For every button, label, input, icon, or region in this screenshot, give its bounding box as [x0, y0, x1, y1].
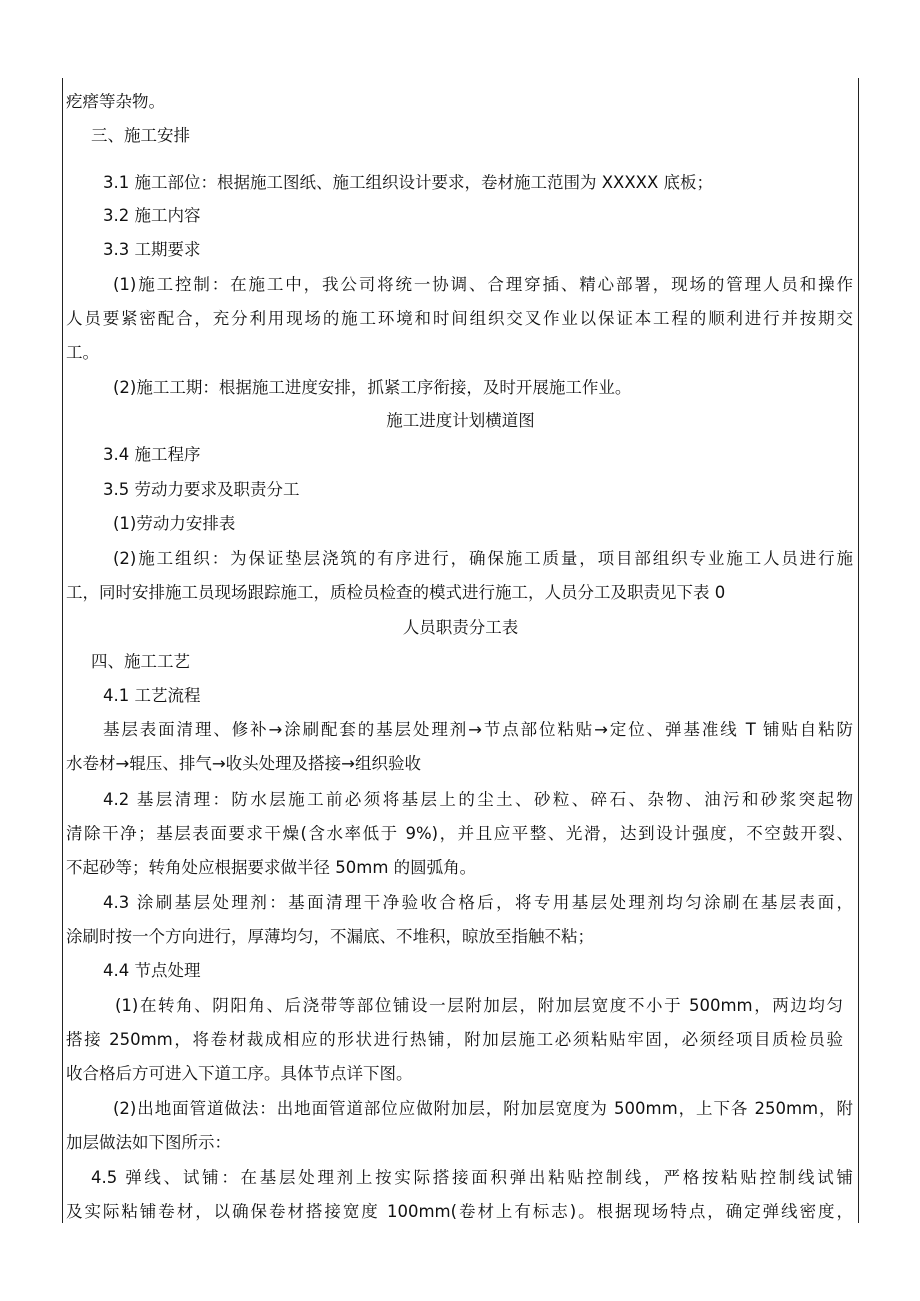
- text-line: 加层做法如下图所示：: [66, 1133, 231, 1152]
- section-heading: 四、施工工艺: [91, 652, 190, 671]
- subsection-heading: 3.5 劳动力要求及职责分工: [103, 480, 300, 499]
- text-line: 工。: [66, 343, 99, 362]
- text-line: 清除干净；基层表面要求干燥(含水率低于 9%)，并且应平整、光滑，达到设计强度，不空鼓开裂、: [66, 824, 853, 843]
- text-line: 4.2 基层清理：防水层施工前必须将基层上的尘土、砂粒、碎石、杂物、油污和砂浆突起物: [103, 790, 853, 809]
- text-line: 工，同时安排施工员现场跟踪施工，质检员检查的模式进行施工，人员分工及职责见下表 0: [66, 583, 726, 602]
- subsection-heading: 3.4 施工程序: [103, 445, 201, 464]
- subsection-heading: 4.4 节点处理: [103, 961, 201, 980]
- text-line: 及实际粘铺卷材，以确保卷材搭接宽度 100mm(卷材上有标志)。根据现场特点，确定弹线密度，: [66, 1202, 853, 1221]
- text-line: 3.1 施工部位：根据施工图纸、施工组织设计要求，卷材施工范围为 XXXXX 底板；: [103, 173, 713, 192]
- text-line: 人员要紧密配合，充分利用现场的施工环境和时间组织交叉作业以保证本工程的顺利进行并按期交: [66, 309, 853, 328]
- document-frame: [62, 78, 859, 1223]
- figure-caption: 施工进度计划横道图: [386, 411, 535, 430]
- text-line: (2)施工组织：为保证垫层浇筑的有序进行，确保施工质量，项目部组织专业施工人员进行施: [113, 549, 853, 568]
- text-line: (1)劳动力安排表: [113, 514, 236, 533]
- text-line: 不起砂等；转角处应根据要求做半径 50mm 的圆弧角。: [66, 858, 477, 877]
- text-line: 涂刷时按一个方向进行，厚薄均匀，不漏底、不堆积，晾放至指触不粘；: [66, 927, 594, 946]
- text-line: 4.3 涂刷基层处理剂：基面清理干净验收合格后，将专用基层处理剂均匀涂刷在基层表面，: [103, 893, 853, 912]
- text-line: (2)施工工期：根据施工进度安排，抓紧工序衔接，及时开展施工作业。: [113, 378, 632, 397]
- table-caption: 人员职责分工表: [402, 618, 519, 637]
- text-line: (1)施工控制：在施工中，我公司将统一协调、合理穿插、精心部署，现场的管理人员和操作: [113, 275, 853, 294]
- text-line: (2)出地面管道做法：出地面管道部位应做附加层，附加层宽度为 500mm，上下各 250mm，附: [113, 1099, 853, 1118]
- section-heading: 三、施工安排: [91, 126, 190, 145]
- subsection-heading: 3.2 施工内容: [103, 206, 201, 225]
- text-line: 水卷材→辊压、排气→收头处理及搭接→组织验收: [66, 754, 421, 773]
- text-line: 基层表面清理、修补→涂刷配套的基层处理剂→节点部位粘贴→定位、弹基准线 T 铺贴自粘防: [103, 720, 853, 739]
- text-line: 收合格后方可进入下道工序。具体节点详下图。: [66, 1064, 413, 1083]
- text-line: (1)在转角、阴阳角、后浇带等部位铺设一层附加层，附加层宽度不小于 500mm，两边均匀: [115, 996, 843, 1015]
- subsection-heading: 4.1 工艺流程: [103, 686, 201, 705]
- text-line: 搭接 250mm，将卷材裁成相应的形状进行热铺，附加层施工必须粘贴牢固，必须经项目质检员验: [66, 1030, 843, 1049]
- text-line: 疙瘩等杂物。: [66, 92, 165, 111]
- text-line: 4.5 弹线、试铺：在基层处理剂上按实际搭接面积弹出粘贴控制线，严格按粘贴控制线试铺: [91, 1168, 853, 1187]
- subsection-heading: 3.3 工期要求: [103, 240, 201, 259]
